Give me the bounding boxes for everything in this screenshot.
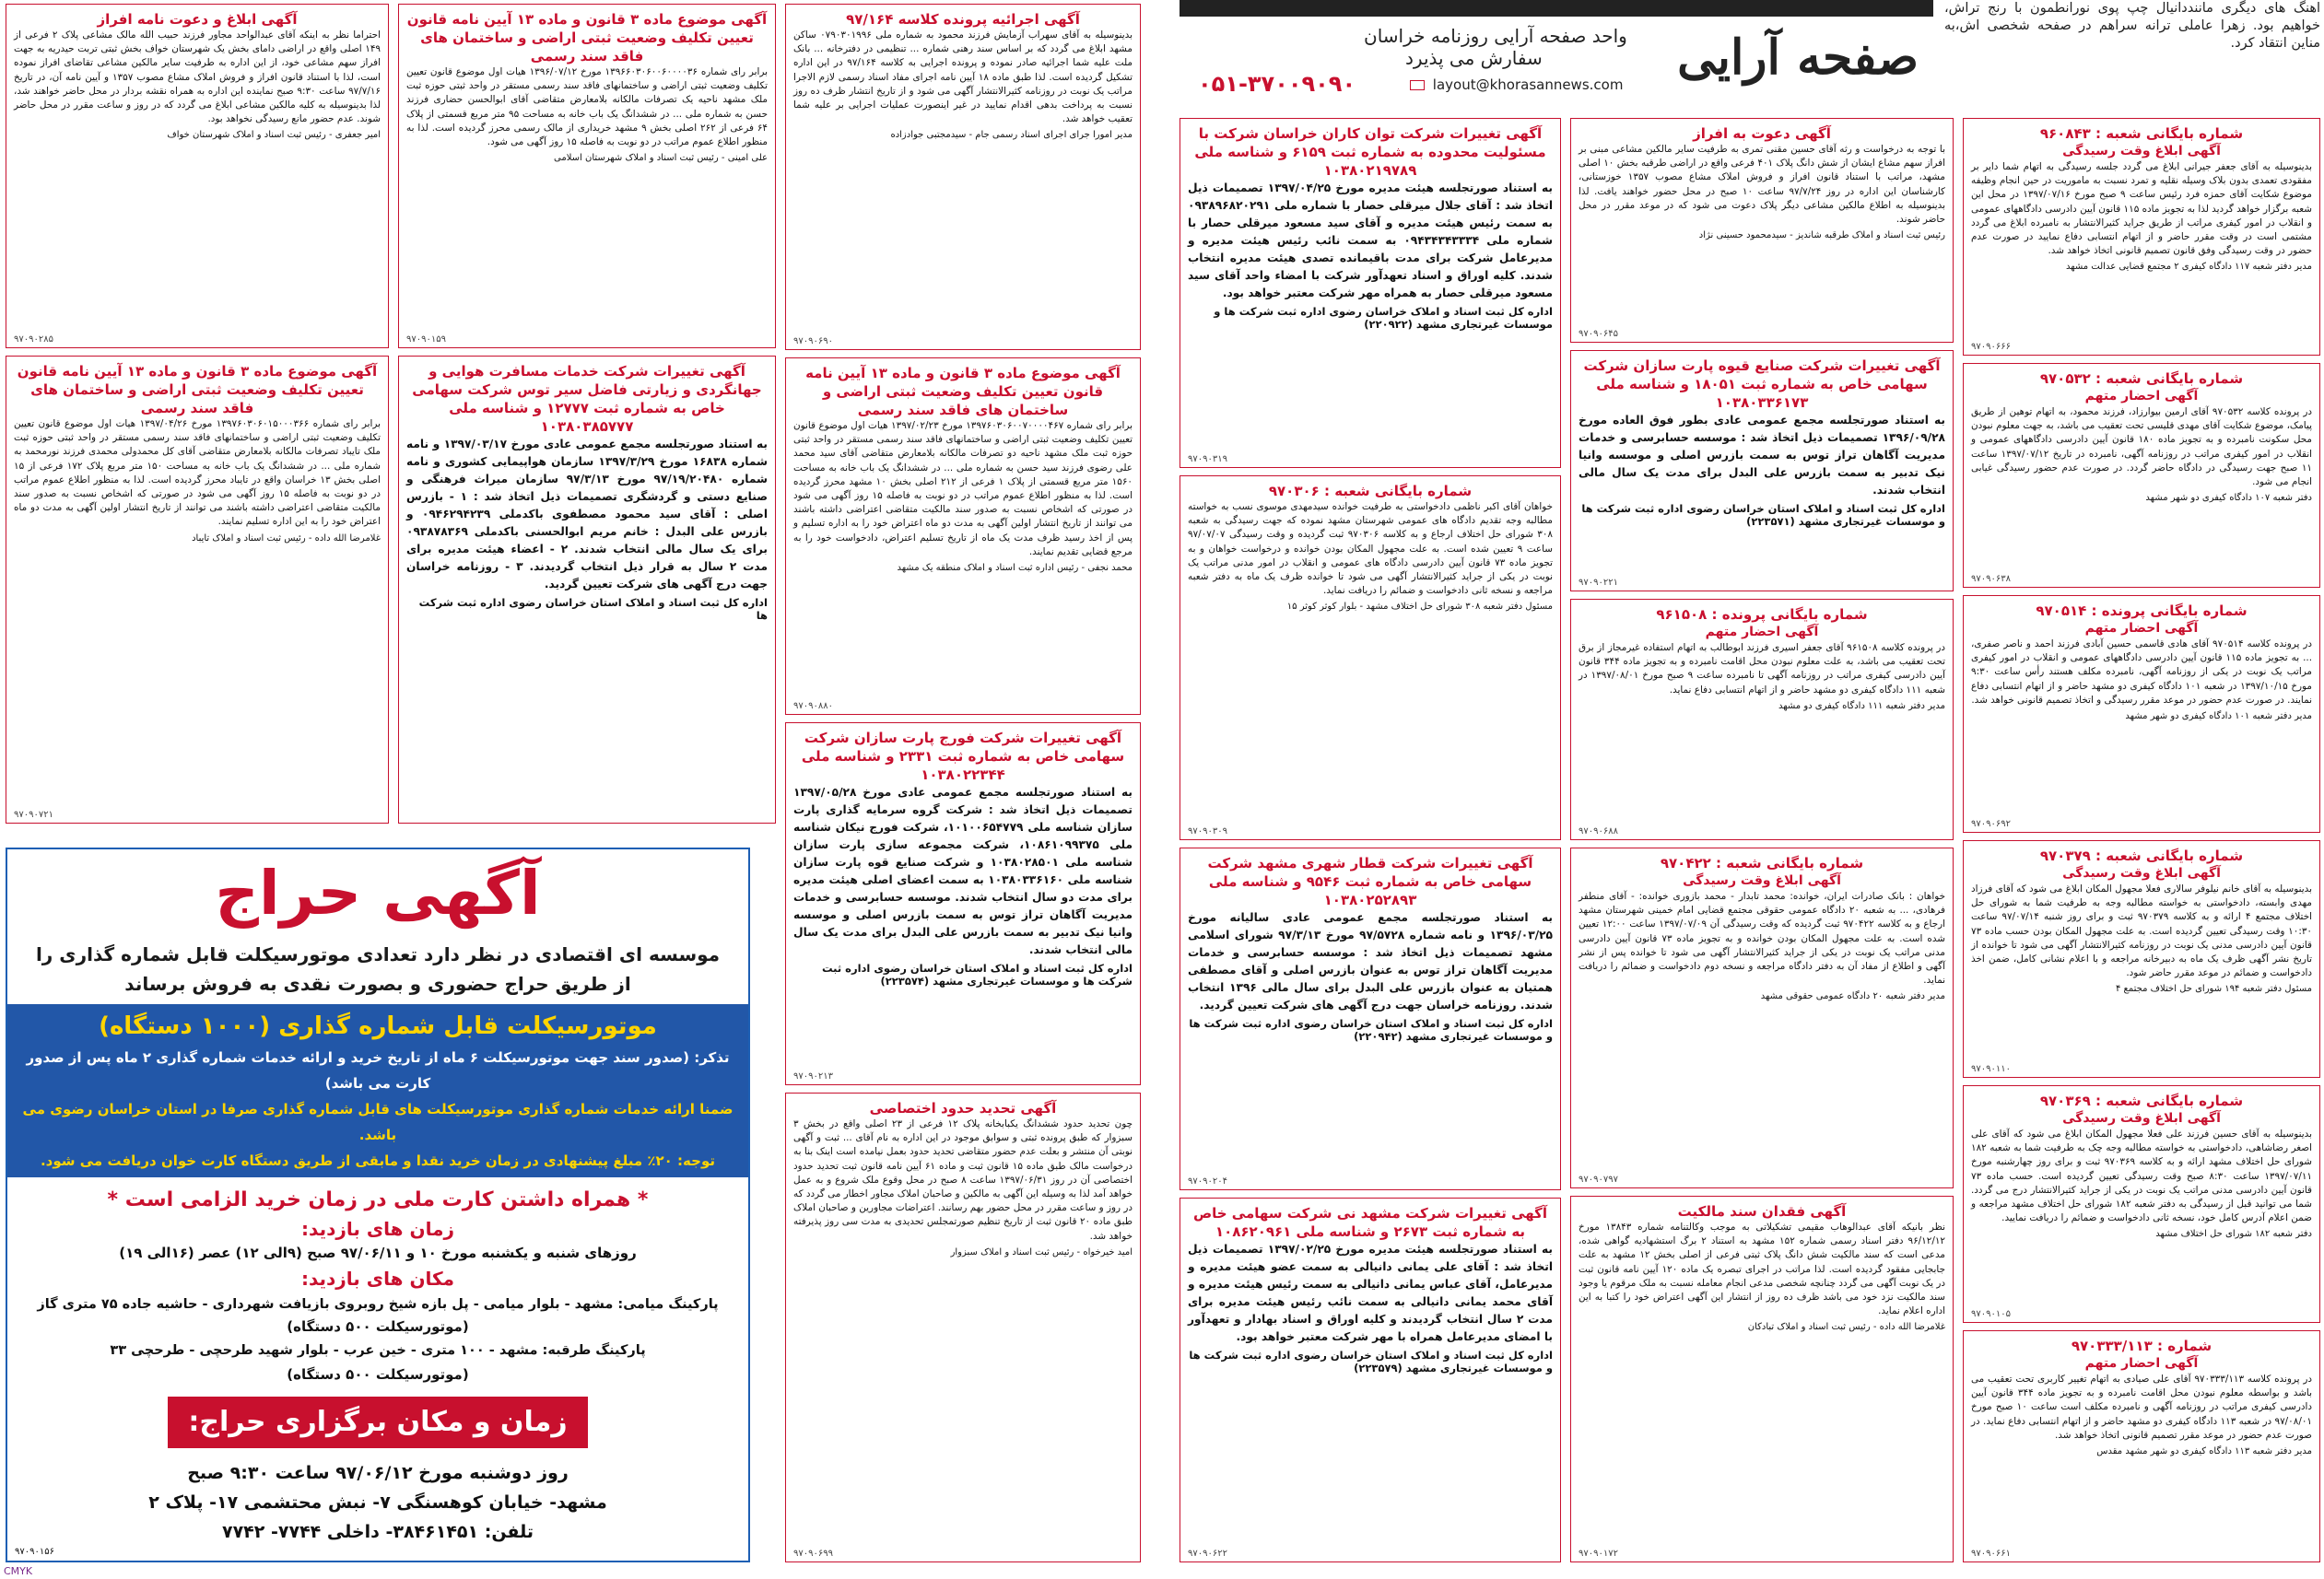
notice-ad-11 [1570, 1196, 1954, 1562]
ad-body: برابر رای شماره ۱۳۹۷۶۰۳۰۶۰۰۷۰۰۰۰۴۶۷ مورخ ۱۳۹۷/۰۲/۲۳ هیات اول موضوع قانون تعیین تکلیف وضعیت ثبتی اراضی و ساختمانهای فاقد سند رسمی مستقر در واحد ثبتی حوزه ثبت ملک مشهد ناحیه دو تصرفات مالکانه بلامعارض متقاضی آقای سید محمد علی رضوی فرزند سید حسن به شماره ملی ... در ششدانگ یک باب خانه به مساحت ۱۵۶۰ متر مربع قسمتی از پلاک ۱ فرعی از ۲۱۲ اصلی بخش ۱۰ مشهد محرز گردیده است. لذا به منظور اطلاع عموم مراتب در دو نوبت به فاصله ۱۵ روز آگهی می شود در صورتی که اشخاص نسبت به صدور سند مالکیت متقاضی اعتراضی داشته باشند می توانند از تاریخ انتشار اولین آگهی به مدت دو ماه اعتراض خود را به اداره تسلیم و پس از اخذ رسید ظرف مدت یک ماه از تاریخ تسلیم اعتراض، دادخواست خود را به مرجع قضایی تقدیم نمایند. [793, 420, 1133, 557]
ad-code: ۹۷۰۹۰۶۸۸ [1579, 826, 1618, 836]
ad-code: ۹۷۰۹۰۱۱۰ [1971, 1064, 2011, 1074]
ad-code: ۹۷۰۹۰۱۷۲ [1579, 1549, 1618, 1559]
ad-footer: رئیس ثبت اسناد و املاک طرقبه شاندیز - سیدمحمود حسینی نژاد [1698, 230, 1945, 241]
ad-body: به استناد صورتجلسه مجمع عمومی عادی بطور فوق العاده مورخ ۱۳۹۶/۰۹/۲۸ تصمیمات ذیل اتخاذ شد : موسسه حسابرسی و خدمات مدیریت آگاهان تراز توس به سمت بازرس اصلی و موسسه وانیا نیک تدبیر به سمت بازرس علی البدل برای مدت یک سال مالی انتخاب شدند. [1579, 414, 1945, 497]
notice-ad-21 [398, 356, 776, 824]
notice-ad-17 [785, 357, 1141, 715]
ad-body: به استناد صورتجلسه مجمع عمومی عادی سالیانه مورخ ۱۳۹۶/۰۳/۲۵ و نامه شماره ۹۷/۵۷۲۸ مورخ ۹۷/۳/۱۳ شورای اسلامی مشهد تصمیمات ذیل اتخاذ شد : موسسه حسابرسی و خدمات مدیریت آگاهان تراز توس به عنوان بازرس اصلی و آقای مصطفی همتیان به عنوان بازرس علی البدل برای سال مالی ۱۳۹۶ انتخاب شدند. روزنامه خراسان جهت درج آگهی های شرکت تعیین گردید. [1188, 911, 1553, 1012]
ad-body: با توجه به درخواست و رثه آقای حسین مقنی تمری به طرفیت سایر مالکین مشاعی مبنی بر افراز سهم مشاع ایشان از شش دانگ پلاک ۴۰۱ فرعی واقع در اراضی طرقبه بخش ۱۰ اصلی مشهد، مراتب با استناد قانون افراز و فروش املاک مشاع مصوب ۱۳۵۷ خوزستانی، کارشناسان این اداره در روز ۹۷/۷/۲۴ ساعت ۱۰ صبح در محل حضور خواهند یافت. لذا بدینوسیله به اطلاع مالکین مشاعی دیگر پلاک دعوت می شود که در موعد مقرر در محل حاضر شوند. [1579, 144, 1945, 226]
ad-title: آگهی تغییرات شرکت فورج پارت سازان شرکت سهامی خاص به شماره ثبت ۲۳۳۱ و شناسه ملی ۱۰۳۸۰۲۲۳۴۴ [801, 730, 1125, 783]
ad-title: آگهی تغییرات شرکت صنایع قیوه پارت سازان شرکت سهامی خاص به شماره ثبت ۱۸۰۵۱ و شناسه ملی ۱۰۳۸۰۳۳۶۱۷۳ [1583, 357, 1941, 411]
auction-place-2: پارکینگ طرقبه: مشهد - ۱۰۰ متری - خین عرب - بلوار شهید طرحچی - طرحچی ۳۳ [110, 1343, 646, 1358]
ad-title: شماره بایگانی شعبه : ۹۷۰۳۰۶ [1268, 483, 1473, 499]
ad-body: در پرونده کلاسه ۹۷۰۳۳۳/۱۱۳ آقای علی صیادی به اتهام تغییر کاربری تحت تعقیب می باشد و بواسطه معلوم نبودن محل اقامت نامبرده و به تجویز ماده ۳۴۴ قانون آیین دادرسی کیفری مراتب در روزنامه آگهی و نامبرده مکلف است ساعت ۱۰ صبح مورخ ۹۷/۰۸/۰۱ در شعبه ۱۱۳ دادگاه کیفری دو مشهد حاضر و از اتهام انتسابی دفاع نماید. در صورت عدم حضور در موعد مقرر تصمیم قانونی اتخاذ خواهد شد. [1971, 1374, 2313, 1441]
ad-code: ۹۷۰۹۰۶۹۰ [793, 336, 833, 346]
ad-title: آگهی تحدید حدود اختصاصی [869, 1100, 1057, 1117]
ad-title: آگهی فقدان سند مالکیت [1677, 1203, 1847, 1220]
ad-body: بدینوسیله به آقای سهراب آزمایش فرزند محمود به شماره ملی ۰۷۹۰۳۰۱۹۹۶ ساکن مشهد ابلاغ می گردد که بر اساس سند رهنی شماره ... تنظیمی در دفترخانه ... بانک ملت علیه شما اجرائیه صادر نموده و پرونده اجرایی به کلاسه ۹۷/۱۶۴ در این اداره تشکیل گردیده است. لذا طبق ماده ۱۸ آیین نامه اجرای مفاد اسناد رسمی لازم الاجرا مراتب یک نوبت در روزنامه کثیرالانتشار آگهی می شود و از تاریخ انتشار ظرف ده روز نسبت به پرداخت بدهی اقدام نمایید در غیر اینصورت عملیات اجرایی بر علیه شما تعقیب خواهد شد. [793, 29, 1133, 125]
cmyk-mark: CMYK [4, 1565, 33, 1577]
ad-footer: غلامرضا الله داده - رئیس ثبت اسناد و املاک تایباد [192, 532, 381, 544]
ad-code: ۹۷۰۹۰۶۴۵ [1579, 329, 1618, 339]
ad-footer: محمد نجفی - رئیس اداره ثبت اسناد و املاک منطقه یک مشهد [897, 563, 1133, 574]
ad-footer: اداره کل ثبت اسناد و املاک استان خراسان رضوی اداره ثبت شرکت ها و موسسات غیرتجاری مشهد (۲۲۳۵۷۴) [821, 962, 1133, 988]
ad-title: آگهی دعوت به افراز [1693, 125, 1831, 142]
ad-subtitle: آگهی ابلاغ وقت رسیدگی [1683, 873, 1841, 888]
ad-code: ۹۷۰۹۰۶۲۲ [1188, 1549, 1227, 1559]
layout-service-header [1180, 0, 1933, 106]
notice-ad-19 [785, 1093, 1141, 1562]
ad-footer: امید خیرخواه - رئیس ثبت اسناد و املاک سبزوار [950, 1246, 1133, 1257]
header-email-text: layout@khorasannews.com [1432, 76, 1624, 93]
ad-footer: مدیر دفتر شعبه ۱۰۱ دادگاه کیفری دو شهر مشهد [2125, 711, 2312, 722]
envelope-icon [1410, 80, 1425, 90]
ad-code: ۹۷۰۹۰۶۶۱ [1971, 1549, 2011, 1559]
ad-footer: اداره کل ثبت اسناد و املاک خراسان رضوی اداره ثبت شرکت ها و موسسات غیرتجاری مشهد (۲۲۰۹۲۲) [1214, 305, 1553, 331]
ad-body: در پرونده کلاسه ۹۷۰۵۱۴ آقای هادی قاسمی حسین آبادی فرزند احمد و ناصر صفری، ... به تجویز ماده ۱۱۵ قانون آیین دادرسی دادگاههای عمومی و انقلاب در امور کیفری مراتب یک نوبت در یکی از روزنامه آگهی، نامبرده مکلف هستند رأس ساعت ۹:۳۰ مورخ ۱۳۹۷/۱۰/۱۵ در شعبه ۱۰۱ دادگاه کیفری دو مشهد حاضر و از اتهام انتسابی دفاع نمایند. در صورت عدم حضور در موعد مقرر رسیدگی و اتخاذ تصمیم قانونی خواهد شد. [1971, 638, 2312, 706]
ad-code: ۹۷۰۹۰۱۵۹ [406, 334, 446, 345]
ad-title: آگهی اجرائیه پرونده کلاسه ۹۷/۱۶۴ [846, 11, 1080, 28]
ad-body: خواهان : بانک صادرات ایران، خوانده: محمد تابدار - محمد بازوری خوانده: - آقای منطفر فرهادی، ... به شعبه ۲۰ دادگاه عمومی حقوقی مجتمع قضایی امام خمینی شهرستان مشهد ارجاع و به کلاسه ۹۷۰۴۲۲ ثبت گردیده که وقت رسیدگی آن ۱۳۹۷/۰۷/۰۹ ساعت ۱۲:۰۰ تعیین شده است. به علت مجهول المکان بودن خوانده و به تجویز ماده ۷۳ قانون آیین دادرسی مدنی مراتب یک نوبت در یکی از جراید کثیرالانتشار آگهی می شود تا خوانده پس از نشر آگهی و اطلاع از مفاد آن به دفتر دادگاه مراجعه و نسخه دوم دادخواست و ضمائم را دریافت نماید. [1579, 891, 1946, 987]
ad-body: نظر بانیکه آقای عبدالوهاب مقیمی تشکیلاتی به موجب وکالتنامه شماره ۱۳۸۴۳ مورخ ۹۶/۱۲/۱۲ دفتر اسناد رسمی شماره ۱۵۲ مشهد به استناد ۲ برگ استشهادیه گواهی شده، مدعی است که سند مالکیت شش دانگ پلاک ثبتی فرعی از اصلی بخش ۱۲ مشهد به علت جابجایی مفقود گردیده است. لذا مراتب در اجرای تبصره یک ماده ۱۲۰ آیین نامه قانون ثبت در یک نوبت آگهی می گردد چنانچه شخصی مدعی انجام معامله نسبت به ملک مرقوم یا وجود سند مالکیت نزد خود می باشد ظرف ده روز از انتشار این آگهی اعتراض خود را کتبا به این اداره اعلام نماید. [1579, 1222, 1945, 1317]
auction-tel: تلفن: ۳۸۴۶۱۴۵۱- داخلی ۷۷۴۴- ۷۷۴۲ [221, 1522, 534, 1542]
ad-code: ۹۷۰۹۰۶۹۲ [1971, 819, 2011, 829]
header-email [1410, 76, 1623, 94]
ad-body: به استناد صورتجلسه مجمع عمومی عادی مورخ ۱۳۹۷/۰۵/۲۸ تصمیمات ذیل اتخاذ شد : شرکت گروه سرمایه گذاری پارت سازان شناسه ملی ۱۰۱۰۰۶۵۴۷۷۹، شرکت فورج نیکان شناسه ملی ۱۰۸۶۱۰۹۹۳۷۵، شرکت مجموعه سازی پارت سازان شناسه ملی ۱۰۳۸۰۲۸۵۰۱ و شرکت صنایع قوه پارت سازان شناسه ملی ۱۰۳۸۰۳۳۶۱۶۰ به سمت اعضای اصلی هیئت مدیره برای مدت دو سال انتخاب شدند. موسسه حسابرسی و خدمات مدیریت آگاهان تراز توس به سمت بازرس اصلی و موسسه وانیا نیک تدبیر به سمت بازرس علی البدل برای مدت یک سال مالی انتخاب شدند. [793, 786, 1133, 956]
notice-ad-15 [1180, 1198, 1561, 1562]
ad-subtitle: آگهی ابلاغ وقت رسیدگی [2062, 1111, 2221, 1126]
ad-code: ۹۷۰۹۰۶۶۶ [1971, 342, 2011, 352]
ad-footer: مدیر دفتر شعبه ۱۱۱ دادگاه کیفری دو مشهد [1778, 700, 1945, 711]
notice-ad-7 [1570, 118, 1954, 343]
notice-ad-9 [1570, 599, 1954, 840]
ad-title: آگهی تغییرات شرکت خدمات مسافرت هوایی و جهانگردی و زیارتی فاضل سیر توس شرکت سهامی خاص به شماره ثبت ۱۲۷۷۷ و شناسه ملی ۱۰۳۸۰۳۸۵۷۷۷ [412, 363, 762, 435]
ad-title: شماره بایگانی پرونده : ۹۷۰۵۱۴ [2036, 602, 2248, 619]
ad-code: ۹۷۰۹۰۸۸۰ [793, 701, 833, 711]
ad-footer: مدیر دفتر شعبه ۲۰ دادگاه عمومی حقوقی مشهد [1760, 991, 1945, 1002]
notice-ad-23 [6, 356, 389, 824]
ad-title: شماره بایگانی شعبه : ۹۶۰۸۴۳ [2039, 125, 2244, 142]
ad-body: بدینوسیله به آقای خانم نیلوفر سالاری فعلا مجهول المکان ابلاغ می شود که آقای فرزاد مهدی وابسته، دادخواستی به خواسته مطالبه وجه به طرفیت شما به شورای حل اختلاف مجتمع ۴ ارائه و به کلاسه ۹۷۰۳۷۹ ثبت و برای روز شنبه ۹۷/۰۷/۱۴ ساعت ۱۰:۳۰ وقت رسیدگی تعیین گردیده است. به علت مجهول المکان بودن حسب ماده ۷۳ قانون آیین دادرسی مدنی یک نوبت در روزنامه کثیرالانتشار آگهی می شود تا خوانده از تاریخ نشر آگهی ظرف یک ماه به دبیرخانه مراجعه و با اعلام نشانی کامل، ضمن اخذ دادخواست و ضمائم در موعد مقرر حاضر شود. [1971, 883, 2313, 979]
ad-code: ۹۷۰۹۰۲۲۱ [1579, 578, 1618, 588]
header-rule [1180, 0, 1933, 17]
notice-ad-2 [1963, 363, 2320, 588]
ad-footer: اداره کل ثبت اسناد و املاک استان خراسان رضوی اداره ثبت شرکت ها و موسسات غیرتجاری مشهد (۲۲۰۹۴۲) [1189, 1017, 1553, 1043]
auction-address: مشهد- خیابان کوهسنگی ۷- نبش محتشمی ۱۷- پلاک ۲ [148, 1492, 607, 1513]
ad-footer: مسئول دفتر شعبه ۳۰۸ شورای حل اختلاف مشهد - بلوار کوثر کوثر ۱۵ [1286, 602, 1553, 613]
ad-body: در پرونده کلاسه ۹۶۱۵۰۸ آقای جعفر اسیری فرزند ابوطالب به اتهام استفاده غیرمجاز از برق تحت تعقیب می باشد، به علت معلوم نبودن محل اقامت نامبرده و به تجویز ماده ۳۴۴ قانون آیین دادرسی کیفری مراتب در روزنامه آگهی تا نامبرده ساعت ۹ صبح مورخ ۱۳۹۷/۰۸/۰۱ در شعبه ۱۱۱ دادگاه کیفری دو مشهد حاضر و از اتهام انتسابی دفاع نماید. [1579, 642, 1945, 696]
auction-note-2: ضمنا ارائه خدمات شماره گذاری موتورسیکلت های قابل شماره گذاری صرفا در استان خراسان رضوی می باشد. [22, 1101, 734, 1143]
ad-body: بدینوسیله به آقای حسین فرزند علی فعلا مجهول المکان ابلاغ می شود که آقای علی اصغر رضاشاهی، دادخواستی به خواسته مطالبه وجه چک به طرفیت شما به شعبه ۱۸۲ شورای حل اختلاف مشهد ارائه و به کلاسه ۹۷۰۳۶۹ ثبت و برای روز چهارشنبه مورخ ۱۳۹۷/۰۷/۱۱ ساعت ۸:۳۰ صبح وقت رسیدگی تعیین گردیده است. حسب ماده ۷۳ قانون آیین دادرسی مدنی مراتب یک نوبت در یکی از جراید کثیرالانتشار درج می گردد. شما می توانید قبل از رسیدگی به دفتر شعبه ۱۸۲ شورای حل اختلاف مشهد مراجعه و ضمن اعلام آدرس کامل خود، نسخه ثانی دادخواست و ضمائم را دریافت نمایید. [1971, 1129, 2312, 1224]
ad-title: آگهی تغییرات شرکت مشهد نی شرکت سهامی خاص به شماره ثبت ۲۶۷۳ و شناسه ملی ۱۰۸۶۲۰۹۶۱ [1192, 1205, 1548, 1240]
ad-footer: اداره کل ثبت اسناد و املاک استان خراسان رضوی اداره ثبت شرکت ها و موسسات غیرتجاری مشهد (۲۲۳۵۷۹) [1189, 1349, 1553, 1374]
ad-subtitle: آگهی ابلاغ وقت رسیدگی [2062, 866, 2221, 881]
ad-code: ۹۷۰۹۰۳۰۹ [1188, 826, 1227, 836]
ad-code: ۹۷۰۹۰۷۲۱ [14, 810, 53, 820]
notice-ad-18 [785, 722, 1141, 1085]
notice-ad-22 [6, 4, 389, 348]
auction-schedule-banner: زمان و مکان برگزاری حراج: [168, 1397, 588, 1448]
auction-intro: موسسه ای اقتصادی در نظر دارد تعدادی موتورسیکلت قابل شماره گذاری را از طریق حراج حضوری و بصورت نقدی به فروش برساند [35, 943, 721, 995]
header-slogan: اهنگ های دیگری ماننددانیال چپ پوی نورانطمون با رنج تراش، خواهیم بود. زهرا عاملی ترانه سراهم در صفحه شخصی اش،به مناین انتقاد کرد. [1944, 1, 2320, 51]
auction-visit-title: زمان های بازدید: [301, 1218, 454, 1240]
ad-title: شماره : ۹۷۰۳۳۳/۱۱۳ [2071, 1338, 2212, 1354]
notice-ad-13 [1180, 475, 1561, 840]
notice-ad-3 [1963, 595, 2320, 833]
ad-footer: اداره کل ثبت اسناد و املاک استان خراسان رضوی اداره ثبت شرکت ها و موسسات غیرتجاری مشهد (۲۲۳۵۷۱) [1581, 502, 1945, 528]
ad-title: آگهی موضوع ماده ۳ قانون و ماده ۱۳ آیین نامه قانون تعیین تکلیف وضعیت ثبتی اراضی و ساختمان های فاقد سند رسمی [406, 11, 768, 64]
notice-ad-10 [1570, 848, 1954, 1188]
ad-code: ۹۷۰۹۰۳۱۹ [1188, 454, 1227, 464]
ad-footer: غلامرضا الله داده - رئیس ثبت اسناد و املاک تبادکان [1747, 1322, 1945, 1333]
header-unit: واحد صفحه آرایی روزنامه خراسان [1364, 25, 1627, 47]
notice-ad-5 [1963, 1085, 2320, 1323]
ad-code: ۹۷۰۹۰۲۱۳ [793, 1071, 833, 1082]
ad-footer: امیر جعفری - رئیس ثبت اسناد و املاک شهرستان خواف [167, 130, 381, 141]
auction-code: ۹۷۰۹۰۱۵۶ [15, 1547, 54, 1557]
header-phone: ۰۵۱-۳۷۰۰۹۰۹۰ [1198, 71, 1356, 97]
ad-footer: دفتر شعبه ۱۸۲ شورای حل اختلاف مشهد [2155, 1229, 2312, 1240]
notice-ad-8 [1570, 350, 1954, 591]
auction-place-2-count: (موتورسیکلت ۵۰۰ دستگاه) [287, 1366, 469, 1383]
notice-ad-16 [785, 4, 1141, 350]
auction-date: روز دوشنبه مورخ ۹۷/۰۶/۱۲ ساعت ۹:۳۰ صبح [187, 1463, 569, 1483]
ad-body: بدینوسیله به آقای جعفر جیرانی ابلاغ می گردد جلسه رسیدگی به اتهام شما دایر بر مفقودی تعمدی بدون بلاک وسیله نقلیه و تمرد نسبت به ماموریت در حین انجام وظیفه موضوع شکایت آقای حمزه فرد رئیس ساعت ۹ صبح مورخ ۱۳۹۷/۰۷/۱۶ در محل این شعبه برگزار خواهد گردید لذا به تجویز ماده ۱۱۵ قانون آیین دادرسی دادگاههای عمومی و انقلاب در امور کیفری مراتب از طریق جراید کثیرالانتشار به نامبرده ابلاغ می گردد مشتمی است در وقت مقرر حاضر و از اتهام انتسابی دفاع نمایید در صورت عدم حضور در وقت رسیدگی وفق قانون تصمیم قانونی اتخاذ خواهد شد. [1971, 161, 2312, 257]
ad-subtitle: آگهی احضار متهم [2084, 1356, 2199, 1371]
ad-code: ۹۷۰۹۰۲۸۵ [14, 334, 53, 345]
ad-footer: مدیر دفتر شعبه ۱۱۳ دادگاه کیفری دو شهر مشهد مقدس [2096, 1446, 2312, 1457]
auction-info-band [7, 1004, 748, 1177]
ad-footer: مسئول دفتر شعبه ۱۹۴ شورای حل اختلاف مجتمع ۴ [2116, 984, 2312, 995]
ad-title: شماره بایگانی پرونده : ۹۶۱۵۰۸ [1656, 606, 1868, 623]
ad-subtitle: آگهی ابلاغ وقت رسیدگی [2062, 144, 2221, 158]
ad-subtitle: آگهی احضار متهم [1705, 625, 1819, 639]
ad-title: شماره بایگانی شعبه : ۹۷۰۴۲۲ [1660, 855, 1864, 871]
auction-band-title: موتورسیکلت قابل شماره گذاری (۱۰۰۰ دستگاه) [99, 1012, 657, 1040]
ad-title: آگهی موضوع ماده ۳ قانون و ماده ۱۳ آیین نامه قانون تعیین تکلیف وضعیت ثبتی اراضی و ساختمان های فاقد سند رسمی [17, 363, 378, 416]
header-title: صفحه آرایی [1677, 29, 1919, 86]
ad-body: برابر رای شماره ۱۳۹۶۶۰۳۰۶۰۰۶۰۰۰۰۳۶ مورخ ۱۳۹۶/۰۷/۱۲ هیات اول موضوع قانون تعیین تکلیف وضعیت ثبتی اراضی و ساختمانهای فاقد سند رسمی مستقر در واحد ثبتی حوزه ثبت ملک مشهد ناحیه یک تصرفات مالکانه بلامعارض متقاضی آقای ابوالحسن حضاری فرزند حسن به شماره ملی ... در ششدانگ یک باب خانه به مساحت ۹۵ متر مربع قسمتی از پلاک ۶۴ فرعی از ۲۶۲ اصلی بخش ۹ مشهد خریداری از مالک رسمی محرز گردیده است. لذا به منظور اطلاع عموم مراتب در دو نوبت به فاصله ۱۵ روز آگهی می شود. [406, 66, 769, 148]
notice-ad-14 [1180, 848, 1561, 1190]
ad-title: شماره بایگانی شعبه : ۹۷۰۵۳۲ [2039, 370, 2244, 387]
ad-code: ۹۷۰۹۰۱۰۵ [1971, 1309, 2011, 1319]
ad-body: احتراما نظر به اینکه آقای عبدالواحد مجاور فرزند حبیب الله مالک مشاعی پلاک ۲ فرعی از ۱۴۹ اصلی واقع در اراضی دامای بخش یک شهرستان خواف بخش ثبتی تربت حیدریه به جهت افراز سهم مشاعی خود، از این اداره به طرفیت سایر مالکین مشاعی تقاضای افراز نموده است، لذا با استناد قانون افراز و فروش املاک مشاع مصوب ۱۳۵۷ و آیین نامه آن، در تاریخ ۹۷/۷/۱۶ ساعت ۹:۳۰ صبح نماینده این اداره به همراه نقشه بردار در محل حاضر خواهند شد، لذا بدینوسیله به کلیه مالکین مشاعی ابلاغ می گردد که در روز و ساعت مقرر در محل حاضر شوند. عدم حضور مانع رسیدگی نخواهد بود. [14, 29, 381, 125]
ad-body: خواهان آقای اکبر ناظمی دادخواستی به طرفیت خوانده سیدمهدی موسوی نسب به خواسته مطالبه وجه تقدیم دادگاه های عمومی شهرستان مشهد نموده که جهت رسیدگی به شعبه ۳۰۸ شورای حل اختلاف ارجاع و به کلاسه ۹۷۰۳۰۶ ثبت گردیده و وقت رسیدگی ۹۷/۰۷/۰۷ ساعت ۹ تعیین شده است. به علت مجهول المکان بودن خوانده و درخواست خواهان و به تجویز ماده ۷۳ قانون آیین دادرسی دادگاه های عمومی و انقلاب در امور مدنی مراتب یک نوبت در یکی از جراید کثیرالانتشار آگهی می شود تا خوانده ظرف یک ماه به دفتر شعبه مراجعه و نسخه ثانی دادخواست و ضمائم را دریافت نماید. [1188, 501, 1554, 597]
auction-id-note: * همراه داشتن کارت ملی در زمان خرید الزامی است * [107, 1188, 649, 1211]
auction-place-1-count: (موتورسیکلت ۵۰۰ دستگاه) [287, 1318, 469, 1335]
header-orders: سفارش می پذیرد [1405, 47, 1543, 69]
notice-ad-20 [398, 4, 776, 348]
notice-ad-1 [1963, 118, 2320, 356]
ad-title: آگهی تغییرات شرکت توان کاران خراسان شرکت با مسئولیت محدوده به شماره ثبت ۶۱۵۹ و شناسه ملی ۱۰۳۸۰۲۱۹۷۸۹ [1194, 125, 1546, 179]
ad-body: به استناد صورتجلسه مجمع عمومی عادی مورخ ۱۳۹۷/۰۳/۱۷ و نامه شماره ۱۶۸۳۸ مورخ ۱۳۹۷/۳/۲۹ سازمان هواپیمایی کشوری و نامه شماره ۹۷/۱۹/۲۰۴۸۰ مورخ ۹۷/۳/۱۳ سازمان میراث فرهنگی و صنایع دستی و گردشگری تصمیمات ذیل اتخاذ شد : ۱ - بازرس اصلی : آقای سید محمود مصطفوی باکدملی ۰۹۴۶۲۹۴۲۳۹ و بازرس علی البدل : خانم مریم ابوالحسنی باکدملی ۰۹۳۸۷۸۳۶۹ برای یک سال مالی انتخاب شدند. ۲ - اعضاء هیئت مدیره برای مدت ۲ سال به قرار ذیل انتخاب گردیدند. ۳ - روزنامه خراسان جهت درج آگهی های شرکت تعیین گردید. [406, 438, 769, 591]
auction-visit-text: روزهای شنبه و یکشنبه مورخ ۱۰ و ۹۷/۰۶/۱۱ صبح (۹الی ۱۲) عصر (۱۶الی ۱۹) [119, 1245, 637, 1261]
ad-subtitle: آگهی احضار متهم [2084, 389, 2199, 404]
auction-note-1: تذکر: (صدور سند جهت موتورسیکلت ۶ ماه از تاریخ خرید و ارائه خدمات شماره گذاری ۲ ماه پس از صدور کارت می باشد) [26, 1049, 730, 1092]
ad-footer: مدیر امورا جرای اجرای اسناد رسمی جام - سیدمجتبی جوادزاده [890, 130, 1133, 141]
notice-ad-12 [1180, 118, 1561, 468]
auction-place-title: مکان های بازدید: [300, 1268, 455, 1290]
ad-code: ۹۷۰۹۰۶۳۸ [1971, 574, 2011, 584]
notice-ad-4 [1963, 840, 2320, 1078]
ad-title: آگهی موضوع ماده ۳ قانون و ماده ۱۳ آیین نامه قانون تعیین تکلیف وضعیت ثبتی اراضی و ساختمان های فاقد سند رسمی [805, 365, 1121, 418]
auction-ad [6, 848, 750, 1562]
ad-body: برابر رای شماره ۱۳۹۷۶۰۳۰۶۰۱۵۰۰۰۳۶۶ مورخ ۱۳۹۷/۰۴/۲۶ هیات اول موضوع قانون تعیین تکلیف وضعیت ثبتی اراضی و ساختمانهای فاقد سند رسمی مستقر در واحد ثبتی حوزه ثبت ملک تایباد تصرفات مالکانه بلامعارض متقاضی آقای کل محمدولی محمدی فرزند نورمحمد به شماره ملی ... در ششدانگ یک باب خانه به مساحت ۱۵۰ متر مربع پلاک ۱۷۲ فرعی از ۱۵ اصلی بخش ۱۳ خراسان واقع در تایباد محرز گردیده است. لذا به منظور اطلاع عموم مراتب در دو نوبت به فاصله ۱۵ روز آگهی می شود در صورتی که اشخاص نسبت به صدور سند مالکیت متقاضی اعتراضی داشته باشند می توانند از تاریخ انتشار اولین آگهی به مدت دو ماه اعتراض خود را به این اداره تسلیم نمایند. [14, 418, 381, 528]
ad-footer: علی امینی - رئیس ثبت اسناد و املاک شهرستان اسلامی [554, 153, 768, 164]
ad-body: چون تحدید حدود ششدانگ یکبابخانه پلاک ۱۲ فرعی از ۲۳ اصلی واقع در بخش ۳ سبزوار که طبق پرونده ثبتی و سوابق موجود در این اداره به نام آقای ... ثبت و آگهی نوبتی آن منتشر و بعلت عدم حضور متقاضی تحدید حدود بعمل نیامده است اینک بنا به درخواست مالک طبق ماده ۱۵ قانون ثبت و ماده ۶۱ آیین نامه قانون ثبت تحدید حدود اختصاصی آن در روز ۱۳۹۷/۰۶/۳۱ ساعت ۸ صبح در محل وقوع ملک شروع و به عمل خواهد آمد لذا به وسیله این آگهی به مالکین و صاحبان املاک مجاور اخطار می گردد که در روز و ساعت مقرر در محل حضور بهم رسانند. اعتراضات مجاورین و صاحبان املاک طبق ماده ۲۰ قانون ثبت از تاریخ تنظیم صورتمجلس تحدیدی به مدت سی روز پذیرفته خواهد شد. [793, 1118, 1133, 1242]
ad-footer: مدیر دفتر شعبه ۱۱۷ دادگاه کیفری ۲ مجتمع قضایی عدالت مشهد [2065, 262, 2312, 273]
ad-body: به استناد صورتجلسه هیئت مدیره مورخ ۱۳۹۷/۰۴/۲۵ تصمیمات ذیل اتخاذ شد : آقای جلال میرقلی حصار با شماره ملی ۰۹۳۸۹۶۸۲۰۲۹۱ به سمت رئیس هیئت مدیره و آقای سید مسعود میرقلی حصار با شماره ملی ۰۹۴۳۴۳۴۳۳۳۴ به سمت نائب رئیس هیئت مدیره و مدیرعامل شرکت برای مدت باقیمانده تصدی هیئت مدیره انتخاب شدند. کلیه اوراق و اسناد تعهدآور شرکت با امضاء واحد آقای سید مسعود میرقلی حصار به همراه مهر شرکت معتبر خواهد بود. [1188, 181, 1554, 299]
ad-footer: دفتر شعبه ۱۰۷ دادگاه کیفری دو شهر مشهد [2145, 493, 2312, 504]
ad-subtitle: آگهی احضار متهم [2084, 621, 2199, 636]
ad-title: آگهی تغییرات شرکت قطار شهری مشهد شرکت سهامی خاص به شماره ثبت ۹۵۴۶ و شناسه ملی ۱۰۳۸۰۲۵۲۸۹۳ [1207, 855, 1533, 908]
ad-body: در پرونده کلاسه ۹۷۰۵۳۲ آقای ارمین بیوارزاد، فرزند محمود، به اتهام توهین از طریق پیامک، موضوع شکایت آقای مهدی قلیسی تحت تعقیب می باشد، به جهت معلوم نبودن محل سکونت نامبرده و به تجویز ماده ۱۸۰ قانون آیین دادرسی دادگاههای عمومی و انقلاب در امور کیفری مراتب در روزنامه آگهی، نامبرده در تاریخ ۱۳۹۷/۰۷/۱۲ ساعت ۱۱ صبح جهت رسیدگی در دادگاه حاضر گردد. در صورت عدم حضور رسیدگی غیابی انجام می شود. [1971, 406, 2313, 488]
ad-body: به استناد صورتجلسه هیئت مدیره مورخ ۱۳۹۷/۰۲/۲۵ تصمیمات ذیل اتخاذ شد : آقای علی یمانی دانیالی به سمت عضو هیئت مدیره و مدیرعامل، آقای عباس یمانی دانیالی به سمت رئیس هیئت مدیره و آقای محمد یمانی دانیالی به سمت نائب رئیس هیئت مدیره برای مدت ۲ سال انتخاب گردیدند و کلیه اوراق و اسناد بهادار و تعهدآور با امضای مدیرعامل همراه با مهر شرکت معتبر خواهد بود. [1188, 1243, 1553, 1343]
auction-place-1: پارکینگ میامی: مشهد - بلوار میامی - پل بازه شیخ روبروی بازیافت شهرداری - حاشیه جاده ۷۵ متری گاز [37, 1297, 719, 1312]
ad-code: ۹۷۰۹۰۶۹۹ [793, 1549, 833, 1559]
notice-ad-6 [1963, 1330, 2320, 1562]
ad-title: شماره بایگانی شعبه : ۹۷۰۳۷۹ [2039, 848, 2244, 864]
ad-footer: اداره کل ثبت اسناد و املاک استان خراسان رضوی اداره ثبت شرکت ها [418, 596, 768, 622]
ad-code: ۹۷۰۹۰۲۰۴ [1188, 1176, 1227, 1187]
ad-title: آگهی ابلاغ و دعوت نامه افراز [97, 11, 298, 28]
ad-title: شماره بایگانی شعبه : ۹۷۰۳۶۹ [2039, 1093, 2244, 1109]
ad-code: ۹۷۰۹۰۷۹۷ [1579, 1175, 1618, 1185]
auction-title: آگهی حراج [215, 858, 541, 929]
auction-note-3: توجه: ۲۰٪ مبلغ پیشنهادی در زمان خرید نقدا و مابقی از طریق دستگاه کارت خوان دریافت می شود. [40, 1152, 715, 1169]
